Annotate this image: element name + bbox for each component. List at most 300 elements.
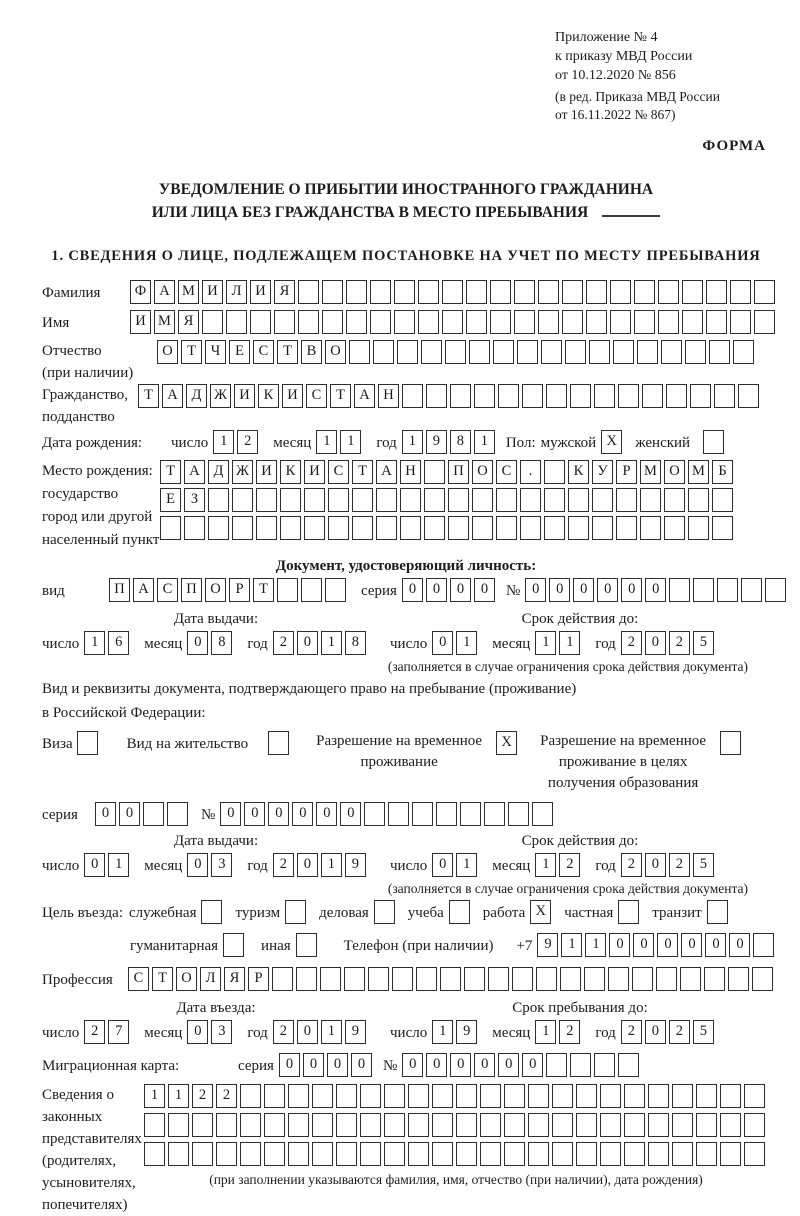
char-box[interactable]: 1	[321, 631, 342, 655]
char-box[interactable]: 0	[279, 1053, 300, 1077]
char-box[interactable]	[576, 1113, 597, 1137]
char-box[interactable]	[744, 1142, 765, 1166]
char-box[interactable]: О	[176, 967, 197, 991]
char-box[interactable]	[632, 967, 653, 991]
char-box[interactable]: 0	[84, 853, 105, 877]
char-box[interactable]	[568, 488, 589, 512]
char-box[interactable]: Я	[224, 967, 245, 991]
char-box[interactable]	[216, 1142, 237, 1166]
char-box[interactable]: 0	[303, 1053, 324, 1077]
char-box[interactable]	[512, 967, 533, 991]
char-box[interactable]	[624, 1084, 645, 1108]
char-box[interactable]	[696, 1113, 717, 1137]
char-box[interactable]: 0	[549, 578, 570, 602]
char-box[interactable]: 3	[211, 853, 232, 877]
char-box[interactable]	[688, 516, 709, 540]
temp-residence-checkbox[interactable]: X	[496, 731, 517, 755]
char-box[interactable]	[720, 1084, 741, 1108]
char-box[interactable]	[528, 1142, 549, 1166]
char-box[interactable]	[504, 1113, 525, 1137]
char-box[interactable]	[432, 1084, 453, 1108]
char-box[interactable]	[528, 1113, 549, 1137]
char-box[interactable]	[160, 516, 181, 540]
char-box[interactable]	[552, 1142, 573, 1166]
char-box[interactable]	[754, 280, 775, 304]
char-box[interactable]: Т	[253, 578, 274, 602]
char-box[interactable]	[560, 967, 581, 991]
char-box[interactable]	[754, 310, 775, 334]
visa-checkbox[interactable]	[77, 731, 98, 755]
char-box[interactable]: 0	[657, 933, 678, 957]
char-box[interactable]: 2	[84, 1020, 105, 1044]
char-box[interactable]	[520, 516, 541, 540]
char-box[interactable]	[472, 516, 493, 540]
char-box[interactable]	[514, 280, 535, 304]
char-box[interactable]	[717, 578, 738, 602]
char-box[interactable]: Л	[226, 280, 247, 304]
char-box[interactable]	[277, 578, 298, 602]
char-box[interactable]	[720, 1142, 741, 1166]
purpose-transit-checkbox[interactable]	[707, 900, 728, 924]
char-box[interactable]	[184, 516, 205, 540]
purpose-official-checkbox[interactable]	[201, 900, 222, 924]
char-box[interactable]	[538, 310, 559, 334]
char-box[interactable]	[240, 1084, 261, 1108]
char-box[interactable]	[384, 1142, 405, 1166]
char-box[interactable]	[436, 802, 457, 826]
char-box[interactable]	[448, 516, 469, 540]
char-box[interactable]	[480, 1084, 501, 1108]
char-box[interactable]: 2	[669, 631, 690, 655]
char-box[interactable]	[296, 967, 317, 991]
char-box[interactable]: 0	[450, 1053, 471, 1077]
char-box[interactable]	[346, 310, 367, 334]
char-box[interactable]: А	[154, 280, 175, 304]
char-box[interactable]: 2	[621, 853, 642, 877]
char-box[interactable]	[661, 340, 682, 364]
char-box[interactable]	[562, 310, 583, 334]
char-box[interactable]: 1	[316, 430, 337, 454]
char-box[interactable]: С	[157, 578, 178, 602]
char-box[interactable]	[522, 384, 543, 408]
char-box[interactable]	[298, 310, 319, 334]
char-box[interactable]: Ж	[232, 460, 253, 484]
char-box[interactable]: 0	[498, 1053, 519, 1077]
char-box[interactable]: Т	[138, 384, 159, 408]
char-box[interactable]	[672, 1084, 693, 1108]
char-box[interactable]: Ж	[210, 384, 231, 408]
char-box[interactable]	[728, 967, 749, 991]
char-box[interactable]	[250, 310, 271, 334]
char-box[interactable]	[408, 1142, 429, 1166]
char-box[interactable]: О	[325, 340, 346, 364]
char-box[interactable]	[504, 1142, 525, 1166]
char-box[interactable]	[472, 488, 493, 512]
char-box[interactable]	[325, 578, 346, 602]
char-box[interactable]	[328, 516, 349, 540]
char-box[interactable]	[312, 1142, 333, 1166]
char-box[interactable]: Е	[160, 488, 181, 512]
char-box[interactable]	[442, 310, 463, 334]
char-box[interactable]: 0	[426, 1053, 447, 1077]
char-box[interactable]: 8	[211, 631, 232, 655]
char-box[interactable]: Ф	[130, 280, 151, 304]
char-box[interactable]: С	[128, 967, 149, 991]
char-box[interactable]	[480, 1142, 501, 1166]
char-box[interactable]: 1	[108, 853, 129, 877]
purpose-study-checkbox[interactable]	[449, 900, 470, 924]
char-box[interactable]	[648, 1142, 669, 1166]
char-box[interactable]: 1	[535, 1020, 556, 1044]
char-box[interactable]	[288, 1084, 309, 1108]
char-box[interactable]	[586, 310, 607, 334]
char-box[interactable]	[394, 310, 415, 334]
char-box[interactable]: Т	[160, 460, 181, 484]
char-box[interactable]: И	[202, 280, 223, 304]
char-box[interactable]	[402, 384, 423, 408]
char-box[interactable]: 0	[316, 802, 337, 826]
char-box[interactable]	[658, 310, 679, 334]
char-box[interactable]	[532, 802, 553, 826]
char-box[interactable]: 0	[597, 578, 618, 602]
char-box[interactable]	[600, 1084, 621, 1108]
char-box[interactable]: 2	[273, 1020, 294, 1044]
char-box[interactable]	[610, 280, 631, 304]
char-box[interactable]	[536, 967, 557, 991]
char-box[interactable]	[288, 1113, 309, 1137]
char-box[interactable]: 9	[345, 1020, 366, 1044]
char-box[interactable]	[624, 1142, 645, 1166]
char-box[interactable]: И	[256, 460, 277, 484]
char-box[interactable]	[616, 516, 637, 540]
char-box[interactable]: 0	[609, 933, 630, 957]
char-box[interactable]: Б	[712, 460, 733, 484]
char-box[interactable]: А	[162, 384, 183, 408]
char-box[interactable]	[418, 280, 439, 304]
char-box[interactable]	[320, 967, 341, 991]
char-box[interactable]: 3	[211, 1020, 232, 1044]
char-box[interactable]: 0	[187, 1020, 208, 1044]
char-box[interactable]	[496, 488, 517, 512]
char-box[interactable]: М	[640, 460, 661, 484]
char-box[interactable]: 0	[432, 631, 453, 655]
char-box[interactable]: 0	[426, 578, 447, 602]
char-box[interactable]: 1	[474, 430, 495, 454]
char-box[interactable]: 2	[192, 1084, 213, 1108]
char-box[interactable]	[669, 578, 690, 602]
char-box[interactable]: 0	[340, 802, 361, 826]
char-box[interactable]	[541, 340, 562, 364]
purpose-tourism-checkbox[interactable]	[285, 900, 306, 924]
char-box[interactable]: 0	[729, 933, 750, 957]
char-box[interactable]	[765, 578, 786, 602]
char-box[interactable]	[752, 967, 773, 991]
char-box[interactable]	[682, 310, 703, 334]
char-box[interactable]	[709, 340, 730, 364]
char-box[interactable]: 5	[693, 853, 714, 877]
char-box[interactable]	[658, 280, 679, 304]
char-box[interactable]: 2	[621, 631, 642, 655]
char-box[interactable]: В	[301, 340, 322, 364]
char-box[interactable]	[368, 967, 389, 991]
char-box[interactable]	[618, 1053, 639, 1077]
char-box[interactable]	[720, 1113, 741, 1137]
char-box[interactable]: 2	[237, 430, 258, 454]
char-box[interactable]	[634, 280, 655, 304]
char-box[interactable]	[514, 310, 535, 334]
char-box[interactable]	[448, 488, 469, 512]
char-box[interactable]	[610, 310, 631, 334]
char-box[interactable]	[642, 384, 663, 408]
char-box[interactable]	[682, 280, 703, 304]
char-box[interactable]	[690, 384, 711, 408]
char-box[interactable]	[240, 1142, 261, 1166]
char-box[interactable]	[546, 384, 567, 408]
char-box[interactable]: 0	[119, 802, 140, 826]
char-box[interactable]	[412, 802, 433, 826]
char-box[interactable]: 0	[244, 802, 265, 826]
char-box[interactable]	[706, 310, 727, 334]
char-box[interactable]	[328, 488, 349, 512]
char-box[interactable]: 0	[474, 578, 495, 602]
char-box[interactable]	[226, 310, 247, 334]
char-box[interactable]: .	[520, 460, 541, 484]
char-box[interactable]: 8	[450, 430, 471, 454]
char-box[interactable]	[592, 516, 613, 540]
char-box[interactable]: И	[304, 460, 325, 484]
char-box[interactable]	[624, 1113, 645, 1137]
char-box[interactable]	[144, 1142, 165, 1166]
char-box[interactable]: П	[109, 578, 130, 602]
char-box[interactable]	[656, 967, 677, 991]
char-box[interactable]	[192, 1113, 213, 1137]
char-box[interactable]	[544, 488, 565, 512]
char-box[interactable]: А	[184, 460, 205, 484]
char-box[interactable]: Т	[352, 460, 373, 484]
char-box[interactable]	[416, 967, 437, 991]
char-box[interactable]	[733, 340, 754, 364]
purpose-private-checkbox[interactable]	[618, 900, 639, 924]
char-box[interactable]: 0	[187, 631, 208, 655]
char-box[interactable]	[442, 280, 463, 304]
char-box[interactable]: А	[354, 384, 375, 408]
char-box[interactable]	[232, 488, 253, 512]
char-box[interactable]	[634, 310, 655, 334]
female-checkbox[interactable]	[703, 430, 724, 454]
char-box[interactable]: 2	[273, 853, 294, 877]
char-box[interactable]	[706, 280, 727, 304]
char-box[interactable]: 2	[216, 1084, 237, 1108]
char-box[interactable]	[504, 1084, 525, 1108]
char-box[interactable]	[232, 516, 253, 540]
char-box[interactable]	[336, 1142, 357, 1166]
char-box[interactable]	[616, 488, 637, 512]
char-box[interactable]	[192, 1142, 213, 1166]
char-box[interactable]: Т	[330, 384, 351, 408]
char-box[interactable]	[592, 488, 613, 512]
male-checkbox[interactable]: X	[601, 430, 622, 454]
char-box[interactable]: 1	[585, 933, 606, 957]
char-box[interactable]	[664, 516, 685, 540]
char-box[interactable]	[474, 384, 495, 408]
char-box[interactable]	[370, 280, 391, 304]
char-box[interactable]	[613, 340, 634, 364]
char-box[interactable]: Д	[186, 384, 207, 408]
char-box[interactable]	[421, 340, 442, 364]
char-box[interactable]: 0	[402, 1053, 423, 1077]
char-box[interactable]: 9	[345, 853, 366, 877]
char-box[interactable]	[373, 340, 394, 364]
char-box[interactable]	[360, 1084, 381, 1108]
char-box[interactable]: 6	[108, 631, 129, 655]
char-box[interactable]	[304, 516, 325, 540]
char-box[interactable]: 2	[559, 1020, 580, 1044]
char-box[interactable]	[490, 280, 511, 304]
char-box[interactable]	[600, 1113, 621, 1137]
char-box[interactable]	[744, 1084, 765, 1108]
char-box[interactable]	[167, 802, 188, 826]
char-box[interactable]	[484, 802, 505, 826]
char-box[interactable]: 1	[432, 1020, 453, 1044]
char-box[interactable]: 7	[108, 1020, 129, 1044]
char-box[interactable]: 1	[144, 1084, 165, 1108]
char-box[interactable]: 0	[297, 1020, 318, 1044]
char-box[interactable]: 5	[693, 1020, 714, 1044]
char-box[interactable]: К	[280, 460, 301, 484]
char-box[interactable]	[508, 802, 529, 826]
char-box[interactable]	[456, 1113, 477, 1137]
char-box[interactable]: Т	[181, 340, 202, 364]
char-box[interactable]: 0	[645, 1020, 666, 1044]
char-box[interactable]	[576, 1084, 597, 1108]
char-box[interactable]: 0	[645, 853, 666, 877]
char-box[interactable]: 1	[456, 631, 477, 655]
char-box[interactable]	[376, 516, 397, 540]
char-box[interactable]	[256, 488, 277, 512]
char-box[interactable]	[400, 516, 421, 540]
char-box[interactable]: 0	[351, 1053, 372, 1077]
char-box[interactable]: 0	[187, 853, 208, 877]
char-box[interactable]	[552, 1113, 573, 1137]
char-box[interactable]	[312, 1084, 333, 1108]
char-box[interactable]: К	[568, 460, 589, 484]
char-box[interactable]: 1	[559, 631, 580, 655]
char-box[interactable]	[208, 488, 229, 512]
char-box[interactable]	[753, 933, 774, 957]
char-box[interactable]	[346, 280, 367, 304]
char-box[interactable]	[648, 1113, 669, 1137]
char-box[interactable]	[352, 516, 373, 540]
char-box[interactable]: Р	[616, 460, 637, 484]
char-box[interactable]	[312, 1113, 333, 1137]
char-box[interactable]: 0	[474, 1053, 495, 1077]
char-box[interactable]	[640, 488, 661, 512]
char-box[interactable]	[344, 967, 365, 991]
purpose-humanitarian-checkbox[interactable]	[223, 933, 244, 957]
char-box[interactable]	[490, 310, 511, 334]
char-box[interactable]	[432, 1113, 453, 1137]
char-box[interactable]	[349, 340, 370, 364]
char-box[interactable]: 1	[535, 853, 556, 877]
char-box[interactable]: С	[328, 460, 349, 484]
char-box[interactable]	[202, 310, 223, 334]
char-box[interactable]	[565, 340, 586, 364]
char-box[interactable]: А	[376, 460, 397, 484]
char-box[interactable]	[364, 802, 385, 826]
char-box[interactable]	[216, 1113, 237, 1137]
char-box[interactable]: 0	[432, 853, 453, 877]
char-box[interactable]	[704, 967, 725, 991]
char-box[interactable]: 1	[84, 631, 105, 655]
char-box[interactable]	[576, 1142, 597, 1166]
char-box[interactable]	[464, 967, 485, 991]
char-box[interactable]	[568, 516, 589, 540]
char-box[interactable]: 2	[559, 853, 580, 877]
char-box[interactable]	[376, 488, 397, 512]
char-box[interactable]: 1	[535, 631, 556, 655]
char-box[interactable]	[143, 802, 164, 826]
char-box[interactable]	[672, 1142, 693, 1166]
char-box[interactable]: 5	[693, 631, 714, 655]
char-box[interactable]	[520, 488, 541, 512]
char-box[interactable]	[456, 1142, 477, 1166]
char-box[interactable]	[496, 516, 517, 540]
char-box[interactable]	[400, 488, 421, 512]
char-box[interactable]: З	[184, 488, 205, 512]
char-box[interactable]	[594, 384, 615, 408]
char-box[interactable]: 0	[633, 933, 654, 957]
char-box[interactable]: С	[306, 384, 327, 408]
char-box[interactable]: П	[181, 578, 202, 602]
char-box[interactable]	[648, 1084, 669, 1108]
char-box[interactable]	[298, 280, 319, 304]
char-box[interactable]: Т	[277, 340, 298, 364]
char-box[interactable]: 0	[645, 578, 666, 602]
char-box[interactable]	[322, 310, 343, 334]
char-box[interactable]	[370, 310, 391, 334]
char-box[interactable]	[730, 280, 751, 304]
char-box[interactable]: Я	[274, 280, 295, 304]
purpose-business-checkbox[interactable]	[374, 900, 395, 924]
char-box[interactable]	[168, 1113, 189, 1137]
char-box[interactable]: 0	[621, 578, 642, 602]
char-box[interactable]	[397, 340, 418, 364]
char-box[interactable]: 2	[621, 1020, 642, 1044]
char-box[interactable]	[696, 1084, 717, 1108]
char-box[interactable]: 0	[681, 933, 702, 957]
char-box[interactable]	[408, 1113, 429, 1137]
char-box[interactable]: У	[592, 460, 613, 484]
char-box[interactable]	[570, 384, 591, 408]
char-box[interactable]	[466, 280, 487, 304]
char-box[interactable]: К	[258, 384, 279, 408]
char-box[interactable]: О	[472, 460, 493, 484]
char-box[interactable]: Р	[248, 967, 269, 991]
char-box[interactable]	[664, 488, 685, 512]
char-box[interactable]: 9	[426, 430, 447, 454]
char-box[interactable]: Л	[200, 967, 221, 991]
char-box[interactable]: 0	[95, 802, 116, 826]
char-box[interactable]	[528, 1084, 549, 1108]
char-box[interactable]: Е	[229, 340, 250, 364]
char-box[interactable]	[264, 1142, 285, 1166]
char-box[interactable]	[360, 1142, 381, 1166]
char-box[interactable]	[360, 1113, 381, 1137]
temp-residence-edu-checkbox[interactable]	[720, 731, 741, 755]
char-box[interactable]: 0	[522, 1053, 543, 1077]
char-box[interactable]: М	[178, 280, 199, 304]
char-box[interactable]	[336, 1113, 357, 1137]
